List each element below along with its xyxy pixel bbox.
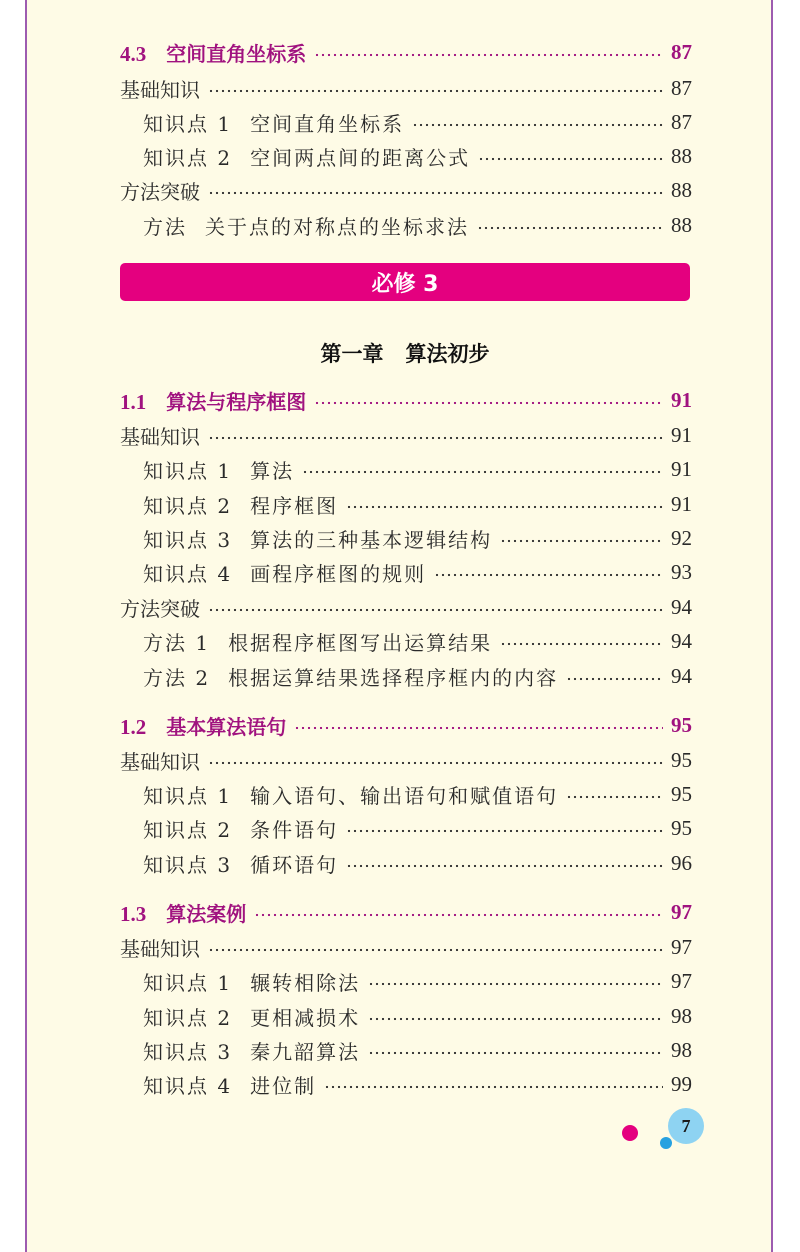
entry-title: 条件语句 (250, 817, 339, 842)
knowledge-point-tag: 知识点 2 (143, 145, 233, 170)
entry-title: 算法与程序框图 (166, 389, 307, 414)
toc-item-entry[interactable] (120, 659, 692, 693)
toc-item-entry[interactable] (120, 811, 692, 845)
entry-label (143, 849, 338, 878)
knowledge-point-tag: 知识点 4 (143, 1073, 233, 1098)
knowledge-point-tag: 知识点 2 (143, 817, 233, 842)
entry-page-number: 91 (671, 491, 692, 516)
entry-page-number: 94 (671, 628, 692, 653)
entry-title: 基础知识 (120, 936, 200, 961)
toc-item-entry[interactable] (120, 521, 692, 555)
page (25, 0, 773, 1252)
knowledge-point-tag: 知识点 2 (143, 493, 233, 518)
entry-title: 秦九韶算法 (250, 1039, 361, 1064)
leader-dots (566, 795, 663, 799)
entry-label (143, 558, 426, 587)
leader-dots (477, 226, 663, 230)
entry-label (143, 524, 492, 553)
entry-title: 算法 (250, 458, 295, 483)
leader-dots (208, 89, 663, 93)
toc-section-entry[interactable] (120, 35, 692, 69)
entry-page-number: 95 (671, 747, 692, 772)
toc-heading-entry[interactable] (120, 71, 692, 105)
entry-label (143, 1070, 316, 1099)
knowledge-point-tag: 方法 (143, 214, 187, 239)
leader-dots (346, 505, 663, 509)
leader-dots (566, 677, 663, 681)
entry-label (143, 211, 469, 240)
entry-page-number: 97 (671, 968, 692, 993)
toc-item-entry[interactable] (120, 964, 692, 998)
entry-label (120, 176, 200, 205)
entry-page-number: 91 (671, 387, 692, 412)
entry-title: 更相减损术 (250, 1005, 361, 1030)
leader-dots (208, 191, 663, 195)
leader-dots (302, 470, 663, 474)
toc-item-entry[interactable] (120, 208, 692, 242)
pink-dot-decoration (622, 1125, 638, 1141)
toc-heading-entry[interactable] (120, 743, 692, 777)
entry-title: 空间直角坐标系 (250, 111, 405, 136)
entry-title: 基础知识 (120, 77, 200, 102)
entry-label (143, 1036, 360, 1065)
toc-item-entry[interactable] (120, 846, 692, 880)
blue-dot-decoration (660, 1137, 672, 1149)
entry-page-number: 88 (671, 212, 692, 237)
toc-item-entry[interactable] (120, 105, 692, 139)
entry-title: 辗转相除法 (250, 970, 361, 995)
leader-dots (368, 1017, 663, 1021)
entry-page-number: 91 (671, 456, 692, 481)
entry-page-number: 97 (671, 899, 692, 924)
leader-dots (412, 123, 663, 127)
entry-page-number: 97 (671, 934, 692, 959)
entry-label (143, 108, 404, 137)
entry-page-number: 95 (671, 815, 692, 840)
toc-heading-entry[interactable] (120, 590, 692, 624)
entry-title: 算法的三种基本逻辑结构 (250, 527, 493, 552)
entry-label (120, 386, 306, 415)
toc-item-entry[interactable] (120, 139, 692, 173)
knowledge-point-tag: 知识点 1 (143, 458, 233, 483)
entry-label (143, 814, 338, 843)
toc-section-entry[interactable] (120, 383, 692, 417)
toc-item-entry[interactable] (120, 452, 692, 486)
knowledge-point-tag: 知识点 1 (143, 970, 233, 995)
entry-title: 输入语句、输出语句和赋值语句 (250, 783, 559, 808)
entry-label (120, 746, 200, 775)
entry-page-number: 88 (671, 177, 692, 202)
section-number: 1.3 (120, 901, 147, 926)
leader-dots (500, 642, 663, 646)
entry-page-number: 98 (671, 1003, 692, 1028)
page-number-badge: 7 (668, 1108, 704, 1144)
entry-page-number: 87 (671, 109, 692, 134)
leader-dots (434, 573, 663, 577)
section-number: 4.3 (120, 41, 147, 66)
entry-title: 空间直角坐标系 (166, 41, 307, 66)
entry-label (143, 967, 360, 996)
entry-label (120, 421, 200, 450)
entry-label (120, 74, 200, 103)
entry-label (120, 933, 200, 962)
entry-label (120, 593, 200, 622)
knowledge-point-tag: 方法 2 (143, 665, 211, 690)
entry-page-number: 99 (671, 1071, 692, 1096)
entry-title: 程序框图 (250, 493, 339, 518)
entry-title: 根据运算结果选择程序框内的内容 (228, 665, 559, 690)
entry-label (143, 490, 338, 519)
entry-title: 基础知识 (120, 424, 200, 449)
entry-page-number: 95 (671, 781, 692, 806)
entry-label (120, 711, 286, 740)
knowledge-point-tag: 知识点 3 (143, 527, 233, 552)
entry-title: 关于点的对称点的坐标求法 (205, 214, 469, 239)
entry-label (143, 455, 294, 484)
entry-title: 画程序框图的规则 (250, 561, 427, 586)
entry-page-number: 88 (671, 143, 692, 168)
entry-page-number: 91 (671, 422, 692, 447)
entry-page-number: 87 (671, 75, 692, 100)
entry-label (143, 780, 558, 809)
toc-heading-entry[interactable] (120, 930, 692, 964)
entry-title: 空间两点间的距离公式 (250, 145, 471, 170)
entry-page-number: 94 (671, 594, 692, 619)
toc-item-entry[interactable] (120, 777, 692, 811)
entry-label (143, 142, 470, 171)
leader-dots (314, 53, 663, 57)
toc-heading-entry[interactable] (120, 418, 692, 452)
toc-section-entry[interactable] (120, 708, 692, 742)
toc-section-entry[interactable] (120, 895, 692, 929)
chapter-title: 第一章 算法初步 (320, 342, 490, 366)
knowledge-point-tag: 知识点 3 (143, 852, 233, 877)
entry-title: 根据程序框图写出运算结果 (228, 630, 493, 655)
knowledge-point-tag: 知识点 2 (143, 1005, 233, 1030)
leader-dots (346, 829, 663, 833)
leader-dots (314, 401, 663, 405)
leader-dots (500, 539, 663, 543)
section-number: 1.1 (120, 389, 147, 414)
toc-item-entry[interactable] (120, 487, 692, 521)
leader-dots (368, 982, 663, 986)
leader-dots (346, 864, 663, 868)
leader-dots (294, 726, 663, 730)
entry-title: 方法突破 (120, 596, 200, 621)
volume-banner: 必修 3 (120, 263, 690, 301)
knowledge-point-tag: 知识点 1 (143, 783, 233, 808)
toc-heading-entry[interactable] (120, 173, 692, 207)
toc-item-entry[interactable] (120, 624, 692, 658)
entry-page-number: 98 (671, 1037, 692, 1062)
entry-title: 算法案例 (166, 901, 247, 926)
entry-page-number: 96 (671, 850, 692, 875)
entry-label (143, 627, 492, 656)
leader-dots (478, 157, 663, 161)
leader-dots (324, 1085, 663, 1089)
entry-page-number: 93 (671, 559, 692, 584)
entry-label (120, 38, 306, 67)
entry-page-number: 92 (671, 525, 692, 550)
entry-label (143, 662, 558, 691)
knowledge-point-tag: 知识点 1 (143, 111, 233, 136)
leader-dots (208, 436, 663, 440)
knowledge-point-tag: 知识点 3 (143, 1039, 233, 1064)
entry-label (120, 898, 246, 927)
entry-title: 基本算法语句 (166, 714, 287, 739)
section-number: 1.2 (120, 714, 147, 739)
knowledge-point-tag: 知识点 4 (143, 561, 233, 586)
entry-label (143, 1002, 360, 1031)
leader-dots (208, 948, 663, 952)
knowledge-point-tag: 方法 1 (143, 630, 211, 655)
leader-dots (368, 1051, 663, 1055)
leader-dots (254, 913, 663, 917)
leader-dots (208, 608, 663, 612)
toc-item-entry[interactable] (120, 1033, 692, 1067)
entry-title: 循环语句 (250, 852, 339, 877)
entry-page-number: 94 (671, 663, 692, 688)
entry-page-number: 95 (671, 712, 692, 737)
toc-item-entry[interactable] (120, 999, 692, 1033)
entry-page-number: 87 (671, 39, 692, 64)
toc-item-entry[interactable] (120, 555, 692, 589)
leader-dots (208, 761, 663, 765)
toc-item-entry[interactable] (120, 1067, 692, 1101)
entry-title: 方法突破 (120, 179, 200, 204)
entry-title: 基础知识 (120, 749, 200, 774)
entry-title: 进位制 (250, 1073, 317, 1098)
